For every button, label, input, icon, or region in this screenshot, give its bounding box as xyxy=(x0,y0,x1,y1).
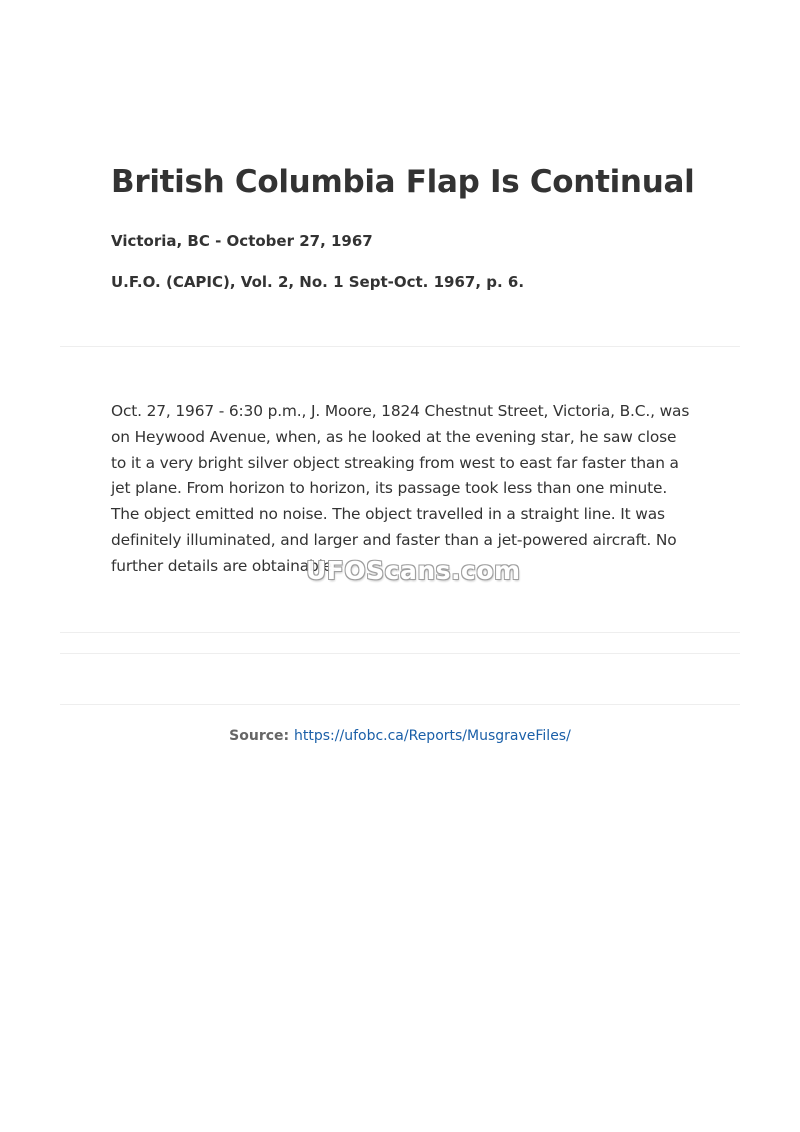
source-line xyxy=(0,728,800,744)
citation-line: U.F.O. (CAPIC), Vol. 2, No. 1 Sept-Oct. 1967, p. 6. xyxy=(111,273,525,291)
divider-after-body xyxy=(60,632,740,633)
divider-before-source xyxy=(60,704,740,705)
article-body: Oct. 27, 1967 - 6:30 p.m., J. Moore, 1824 Chestnut Street, Victoria, B.C., was on Heywood Avenue, when, as he looked at the evening star, he saw close to it a very bright silver object streaking from west to east far faster than a jet plane. From horizon to horizon, its passage took less than one minute. The object emitted no noise. The object travelled in a straight line. It was definitely illuminated, and larger and faster than a jet-powered aircraft. No further details are obtainable. xyxy=(111,402,690,575)
article-header xyxy=(111,160,731,291)
divider-middle xyxy=(60,653,740,654)
source-link[interactable]: https://ufobc.ca/Reports/MusgraveFiles/ xyxy=(294,728,571,744)
source-label: Source: xyxy=(229,728,295,744)
divider-top xyxy=(60,346,740,347)
article-title: British Columbia Flap Is Continual xyxy=(111,164,695,200)
date-line: Victoria, BC - October 27, 1967 xyxy=(111,232,373,250)
watermark: UFOScans.com xyxy=(306,556,521,585)
